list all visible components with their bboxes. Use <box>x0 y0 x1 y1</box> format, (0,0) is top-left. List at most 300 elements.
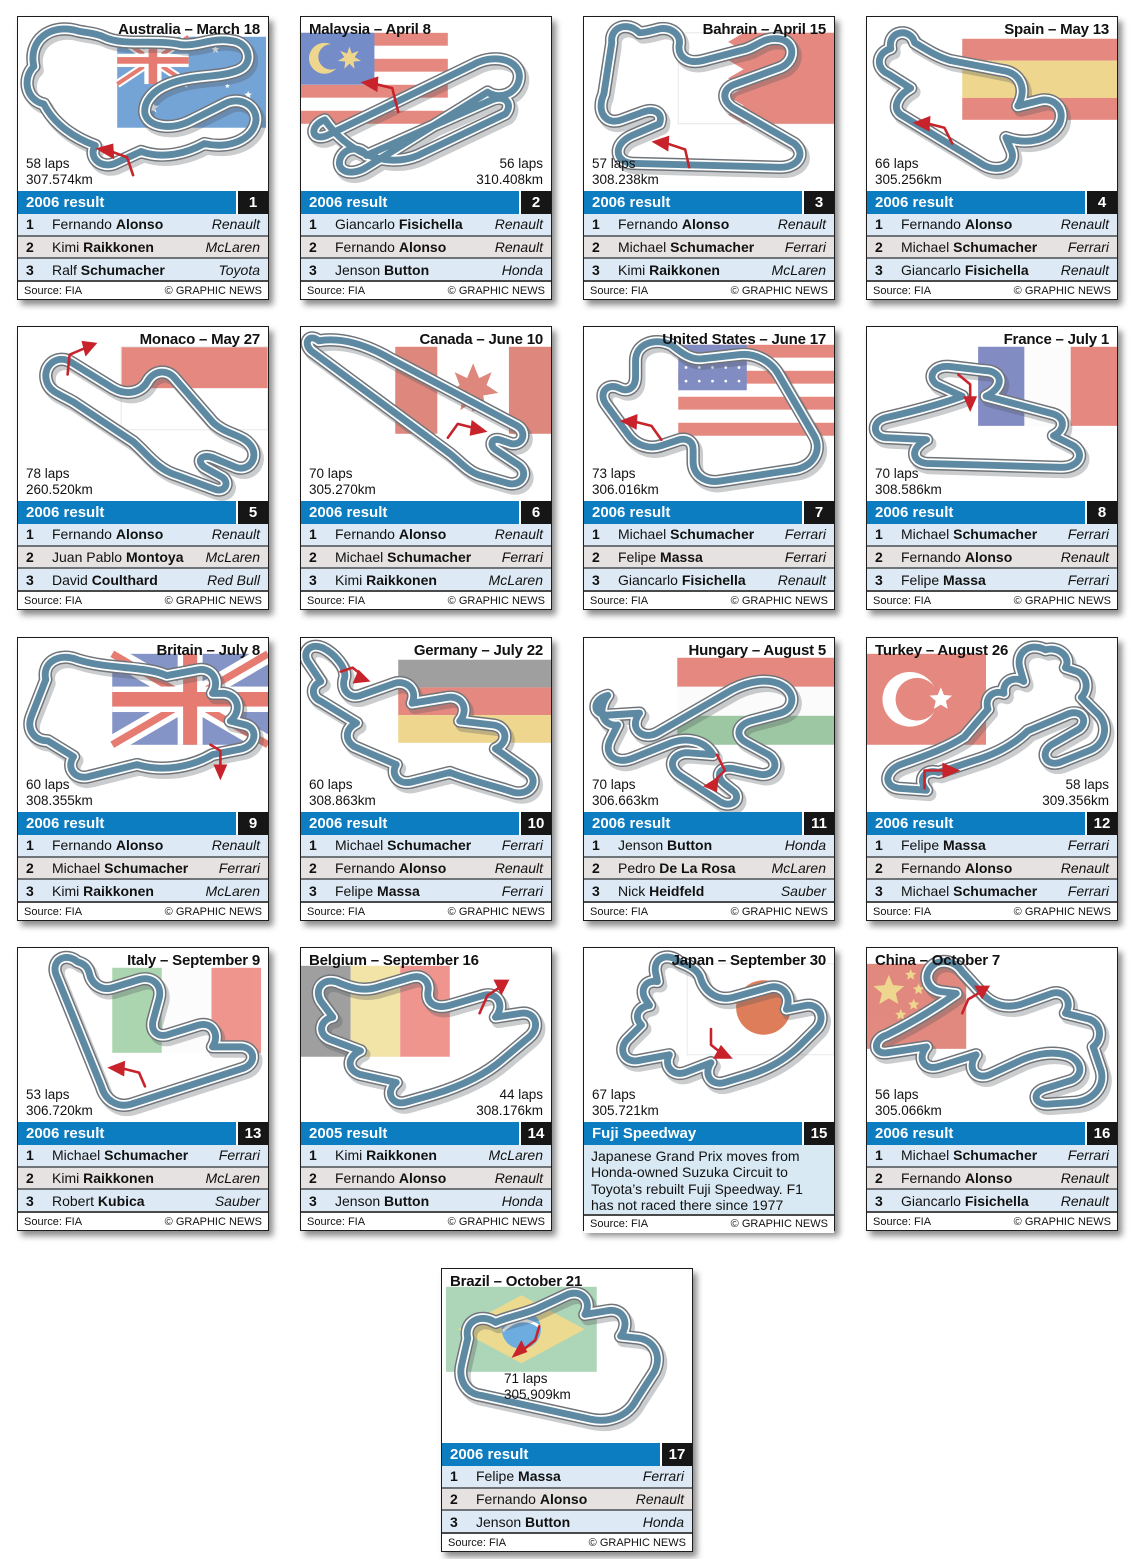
result-row <box>442 1487 692 1512</box>
result-header-label: 2006 result <box>584 812 802 835</box>
race-title: France – July 1 <box>1003 331 1109 348</box>
team-name: Ferrari <box>784 239 826 255</box>
driver-name: Giancarlo Fisichella <box>335 216 463 233</box>
driver-name: Pedro De La Rosa <box>618 860 736 876</box>
team-name: Ferrari <box>784 526 826 543</box>
position-number: 3 <box>875 882 883 899</box>
driver-name: Michael Schumacher <box>618 526 755 543</box>
source-label: Source: FIA <box>24 594 83 607</box>
source-label: Source: FIA <box>24 1215 83 1228</box>
race-card-1-australia <box>17 16 269 300</box>
results-table <box>18 835 268 901</box>
driver-name: David Coulthard <box>52 571 158 588</box>
result-row <box>584 569 834 590</box>
team-name: Renault <box>1060 261 1109 278</box>
race-length: 308.238km <box>592 172 659 188</box>
driver-name: Fernando Alonso <box>901 1170 1013 1186</box>
race-card-7-usa <box>583 326 835 610</box>
driver-name: Giancarlo Fisichella <box>901 1192 1029 1209</box>
result-header-label: 2006 result <box>18 501 236 524</box>
race-number-badge: 5 <box>238 501 268 524</box>
result-row <box>301 569 551 590</box>
credit-label: © GRAPHIC NEWS <box>447 284 545 297</box>
race-card-9-britain <box>17 637 269 921</box>
race-card-10-germany <box>300 637 552 921</box>
lap-count: 73 laps <box>592 466 636 482</box>
race-title: Malaysia – April 8 <box>309 21 431 38</box>
result-header-bar <box>18 191 268 214</box>
position-number: 2 <box>875 1170 883 1186</box>
race-length: 306.016km <box>592 482 659 498</box>
result-row <box>301 835 551 856</box>
card-footer <box>301 590 551 609</box>
race-distance <box>875 1087 942 1119</box>
results-table <box>584 835 834 901</box>
credit-label: © GRAPHIC NEWS <box>164 1215 262 1228</box>
team-name: Sauber <box>780 882 826 899</box>
result-header-bar <box>867 812 1117 835</box>
source-label: Source: FIA <box>590 284 649 297</box>
result-row <box>301 856 551 881</box>
result-header-label: 2005 result <box>301 1122 519 1145</box>
team-name: Honda <box>501 1192 543 1209</box>
result-header-bar <box>867 191 1117 214</box>
result-header-label: 2006 result <box>584 501 802 524</box>
card-footer <box>584 901 834 920</box>
race-title: Italy – September 9 <box>127 952 260 969</box>
credit-label: © GRAPHIC NEWS <box>1013 1215 1111 1228</box>
circuit-track-drawing <box>442 1269 692 1443</box>
position-number: 1 <box>592 526 600 543</box>
position-number: 3 <box>309 261 317 278</box>
race-number-badge: 2 <box>521 191 551 214</box>
credit-label: © GRAPHIC NEWS <box>164 905 262 918</box>
position-number: 3 <box>450 1513 458 1530</box>
result-header-bar <box>584 812 834 835</box>
driver-name: Kimi Raikkonen <box>335 571 437 588</box>
race-length: 306.720km <box>26 1103 93 1119</box>
race-card-15-japan <box>583 947 835 1231</box>
position-number: 1 <box>26 1147 34 1164</box>
team-name: Renault <box>1060 216 1109 233</box>
driver-name: Fernando Alonso <box>335 1170 447 1186</box>
driver-name: Giancarlo Fisichella <box>901 261 1029 278</box>
race-number-badge: 1 <box>238 191 268 214</box>
race-distance <box>26 1087 93 1119</box>
result-row <box>867 1145 1117 1166</box>
result-header-label: 2006 result <box>867 1122 1085 1145</box>
result-header-label: 2006 result <box>867 191 1085 214</box>
driver-name: Fernando Alonso <box>335 239 447 255</box>
team-name: Ferrari <box>218 860 260 876</box>
race-length: 305.721km <box>592 1103 659 1119</box>
lap-count: 70 laps <box>592 777 636 793</box>
race-number-badge: 11 <box>804 812 834 835</box>
source-label: Source: FIA <box>590 594 649 607</box>
race-card-4-spain <box>866 16 1118 300</box>
result-header-bar <box>18 501 268 524</box>
race-title: Germany – July 22 <box>413 642 543 659</box>
result-header-label: 2006 result <box>442 1443 660 1466</box>
team-name: Ferrari <box>1067 526 1109 543</box>
driver-name: Juan Pablo Montoya <box>52 549 184 565</box>
result-row <box>584 524 834 545</box>
team-name: Ferrari <box>784 549 826 565</box>
card-footer <box>867 901 1117 920</box>
result-header-bar <box>584 191 834 214</box>
lap-count: 70 laps <box>309 466 353 482</box>
race-length: 308.586km <box>875 482 942 498</box>
position-number: 3 <box>592 571 600 588</box>
result-header-label: 2006 result <box>18 812 236 835</box>
driver-name: Michael Schumacher <box>52 1147 189 1164</box>
result-row <box>301 235 551 260</box>
result-row <box>584 880 834 901</box>
result-row <box>18 259 268 280</box>
team-name: Renault <box>494 860 543 876</box>
circuit-map <box>442 1269 692 1443</box>
driver-name: Robert Kubica <box>52 1192 145 1209</box>
results-table <box>867 524 1117 590</box>
race-distance <box>476 156 543 188</box>
race-title: Belgium – September 16 <box>309 952 479 969</box>
position-number: 2 <box>26 860 34 876</box>
position-number: 3 <box>875 261 883 278</box>
race-distance <box>592 777 659 809</box>
result-row <box>18 880 268 901</box>
position-number: 2 <box>875 239 883 255</box>
card-footer <box>442 1532 692 1551</box>
result-row <box>301 1145 551 1166</box>
team-name: McLaren <box>488 571 543 588</box>
circuit-map <box>301 17 551 191</box>
position-number: 1 <box>309 526 317 543</box>
result-row <box>584 235 834 260</box>
source-label: Source: FIA <box>24 284 83 297</box>
lap-count: 70 laps <box>875 466 919 482</box>
credit-label: © GRAPHIC NEWS <box>1013 905 1111 918</box>
result-row <box>867 1190 1117 1211</box>
race-title: Turkey – August 26 <box>875 642 1009 659</box>
result-header-bar <box>584 501 834 524</box>
race-distance <box>504 1371 571 1403</box>
team-name: Renault <box>1060 1170 1109 1186</box>
result-row <box>18 1145 268 1166</box>
driver-name: Kimi Raikkonen <box>52 882 154 899</box>
result-row <box>301 524 551 545</box>
driver-name: Kimi Raikkonen <box>618 261 720 278</box>
team-name: McLaren <box>205 1170 260 1186</box>
race-number-badge: 14 <box>521 1122 551 1145</box>
driver-name: Felipe Massa <box>618 549 703 565</box>
credit-label: © GRAPHIC NEWS <box>730 284 828 297</box>
race-number-badge: 13 <box>238 1122 268 1145</box>
race-length: 308.355km <box>26 793 93 809</box>
source-label: Source: FIA <box>307 594 366 607</box>
result-header-bar <box>442 1443 692 1466</box>
result-row <box>301 214 551 235</box>
race-length: 306.663km <box>592 793 659 809</box>
race-distance <box>476 1087 543 1119</box>
credit-label: © GRAPHIC NEWS <box>1013 284 1111 297</box>
race-number-badge: 8 <box>1087 501 1117 524</box>
race-title: Monaco – May 27 <box>139 331 260 348</box>
race-length: 307.574km <box>26 172 93 188</box>
position-number: 3 <box>875 1192 883 1209</box>
lap-count: 78 laps <box>26 466 70 482</box>
race-number-badge: 4 <box>1087 191 1117 214</box>
team-name: McLaren <box>205 549 260 565</box>
driver-name: Ralf Schumacher <box>52 261 165 278</box>
result-row <box>442 1466 692 1487</box>
card-footer <box>867 590 1117 609</box>
card-footer <box>18 590 268 609</box>
results-table <box>18 1145 268 1211</box>
race-card-3-bahrain <box>583 16 835 300</box>
driver-name: Jenson Button <box>335 1192 430 1209</box>
position-number: 1 <box>592 216 600 233</box>
driver-name: Felipe Massa <box>476 1468 561 1485</box>
team-name: Sauber <box>214 1192 260 1209</box>
team-name: Ferrari <box>1067 882 1109 899</box>
race-title: Japan – September 30 <box>671 952 826 969</box>
driver-name: Jenson Button <box>335 261 430 278</box>
result-header-bar <box>301 812 551 835</box>
position-number: 3 <box>309 1192 317 1209</box>
credit-label: © GRAPHIC NEWS <box>447 905 545 918</box>
race-note: Japanese Grand Prix moves from Honda-owned Suzuka Circuit to Toyota’s rebuilt Fuji Speedway. F1 has not raced there since 1977 <box>584 1145 834 1214</box>
position-number: 1 <box>592 837 600 854</box>
team-name: Renault <box>1060 860 1109 876</box>
driver-name: Fernando Alonso <box>901 216 1013 233</box>
race-length: 260.520km <box>26 482 93 498</box>
race-length: 305.066km <box>875 1103 942 1119</box>
result-row <box>301 1166 551 1191</box>
result-header-label: 2006 result <box>584 191 802 214</box>
results-table <box>18 524 268 590</box>
driver-name: Michael Schumacher <box>335 549 472 565</box>
position-number: 1 <box>26 526 34 543</box>
results-table <box>301 835 551 901</box>
team-name: Renault <box>211 526 260 543</box>
race-card-6-canada <box>300 326 552 610</box>
result-row <box>867 214 1117 235</box>
team-name: Renault <box>494 239 543 255</box>
driver-name: Jenson Button <box>618 837 713 854</box>
race-number-badge: 9 <box>238 812 268 835</box>
circuit-map <box>584 948 834 1122</box>
results-table <box>442 1466 692 1532</box>
team-name: McLaren <box>771 261 826 278</box>
position-number: 2 <box>309 239 317 255</box>
race-title: Spain – May 13 <box>1004 21 1109 38</box>
position-number: 1 <box>26 216 34 233</box>
race-title: Hungary – August 5 <box>688 642 826 659</box>
lap-count: 56 laps <box>875 1087 919 1103</box>
result-row <box>18 1166 268 1191</box>
result-row <box>867 1166 1117 1191</box>
team-name: Ferrari <box>1067 837 1109 854</box>
results-table <box>867 835 1117 901</box>
position-number: 3 <box>592 882 600 899</box>
result-row <box>867 545 1117 570</box>
result-header-bar <box>867 1122 1117 1145</box>
source-label: Source: FIA <box>873 284 932 297</box>
team-name: Honda <box>501 261 543 278</box>
result-header-label: 2006 result <box>18 191 236 214</box>
card-footer <box>301 280 551 299</box>
team-name: Ferrari <box>1067 239 1109 255</box>
driver-name: Michael Schumacher <box>901 239 1038 255</box>
race-number-badge: 3 <box>804 191 834 214</box>
result-header-label: 2006 result <box>301 501 519 524</box>
position-number: 2 <box>592 239 600 255</box>
position-number: 2 <box>450 1491 458 1507</box>
result-header-bar <box>301 501 551 524</box>
team-name: Ferrari <box>501 837 543 854</box>
position-number: 3 <box>26 571 34 588</box>
credit-label: © GRAPHIC NEWS <box>1013 594 1111 607</box>
team-name: McLaren <box>205 882 260 899</box>
driver-name: Michael Schumacher <box>335 837 472 854</box>
result-row <box>867 856 1117 881</box>
source-label: Source: FIA <box>448 1536 507 1549</box>
result-row <box>584 214 834 235</box>
position-number: 3 <box>875 571 883 588</box>
lap-count: 71 laps <box>504 1371 548 1387</box>
position-number: 2 <box>26 239 34 255</box>
driver-name: Felipe Massa <box>335 882 420 899</box>
driver-name: Michael Schumacher <box>618 239 755 255</box>
result-row <box>301 1190 551 1211</box>
race-distance <box>26 777 93 809</box>
driver-name: Fernando Alonso <box>52 216 164 233</box>
race-length: 310.408km <box>476 172 543 188</box>
position-number: 1 <box>875 1147 883 1164</box>
source-label: Source: FIA <box>307 1215 366 1228</box>
race-title: Canada – June 10 <box>419 331 543 348</box>
race-distance <box>875 466 942 498</box>
driver-name: Fernando Alonso <box>901 860 1013 876</box>
race-distance <box>592 466 659 498</box>
lap-count: 53 laps <box>26 1087 70 1103</box>
position-number: 2 <box>592 860 600 876</box>
race-distance <box>592 1087 659 1119</box>
team-name: McLaren <box>488 1147 543 1164</box>
circuit-svg-brazil <box>442 1269 692 1443</box>
credit-label: © GRAPHIC NEWS <box>164 594 262 607</box>
race-distance <box>309 466 376 498</box>
lap-count: 66 laps <box>875 156 919 172</box>
team-name: Honda <box>784 837 826 854</box>
result-row <box>867 259 1117 280</box>
race-number-badge: 12 <box>1087 812 1117 835</box>
race-distance <box>875 156 942 188</box>
result-row <box>584 259 834 280</box>
position-number: 2 <box>26 1170 34 1186</box>
results-table <box>301 524 551 590</box>
result-row <box>584 545 834 570</box>
result-row <box>18 235 268 260</box>
result-header-bar <box>301 1122 551 1145</box>
circuit-map <box>867 948 1117 1122</box>
result-row <box>867 569 1117 590</box>
driver-name: Felipe Massa <box>901 837 986 854</box>
source-label: Source: FIA <box>590 905 649 918</box>
driver-name: Fernando Alonso <box>52 526 164 543</box>
position-number: 3 <box>592 261 600 278</box>
position-number: 2 <box>875 860 883 876</box>
result-row <box>867 880 1117 901</box>
results-table <box>301 1145 551 1211</box>
race-card-2-malaysia <box>300 16 552 300</box>
race-card-13-italy <box>17 947 269 1231</box>
result-row <box>18 1190 268 1211</box>
result-row <box>584 856 834 881</box>
race-length: 305.909km <box>504 1387 571 1403</box>
source-label: Source: FIA <box>307 284 366 297</box>
result-row <box>18 835 268 856</box>
result-row <box>584 835 834 856</box>
circuit-map <box>301 327 551 501</box>
team-name: Renault <box>494 216 543 233</box>
result-header-bar <box>18 812 268 835</box>
team-name: Ferrari <box>642 1468 684 1485</box>
race-card-16-china <box>866 947 1118 1231</box>
lap-count: 56 laps <box>499 156 543 172</box>
result-row <box>18 545 268 570</box>
results-table <box>584 524 834 590</box>
position-number: 1 <box>309 837 317 854</box>
circuit-map <box>18 17 268 191</box>
source-label: Source: FIA <box>307 905 366 918</box>
driver-name: Fernando Alonso <box>52 837 164 854</box>
race-number-badge: 17 <box>662 1443 692 1466</box>
team-name: Renault <box>777 571 826 588</box>
position-number: 1 <box>309 216 317 233</box>
result-row <box>301 880 551 901</box>
lap-count: 57 laps <box>592 156 636 172</box>
position-number: 1 <box>26 837 34 854</box>
result-header-bar <box>301 191 551 214</box>
position-number: 1 <box>875 216 883 233</box>
card-footer <box>584 280 834 299</box>
team-name: Red Bull <box>207 571 260 588</box>
circuit-map <box>18 638 268 812</box>
result-row <box>867 235 1117 260</box>
position-number: 3 <box>309 571 317 588</box>
race-number-badge: 10 <box>521 812 551 835</box>
race-number-badge: 15 <box>804 1122 834 1145</box>
driver-name: Michael Schumacher <box>901 526 1038 543</box>
race-number-badge: 7 <box>804 501 834 524</box>
results-table <box>18 214 268 280</box>
race-number-badge: 6 <box>521 501 551 524</box>
result-row <box>18 524 268 545</box>
result-header-label: 2006 result <box>301 812 519 835</box>
lap-count: 67 laps <box>592 1087 636 1103</box>
race-length: 308.176km <box>476 1103 543 1119</box>
race-length: 305.270km <box>309 482 376 498</box>
position-number: 3 <box>26 1192 34 1209</box>
driver-name: Giancarlo Fisichella <box>618 571 746 588</box>
position-number: 2 <box>592 549 600 565</box>
results-table <box>301 214 551 280</box>
race-length: 305.256km <box>875 172 942 188</box>
driver-name: Michael Schumacher <box>52 860 189 876</box>
race-card-14-belgium <box>300 947 552 1231</box>
circuit-map <box>18 327 268 501</box>
